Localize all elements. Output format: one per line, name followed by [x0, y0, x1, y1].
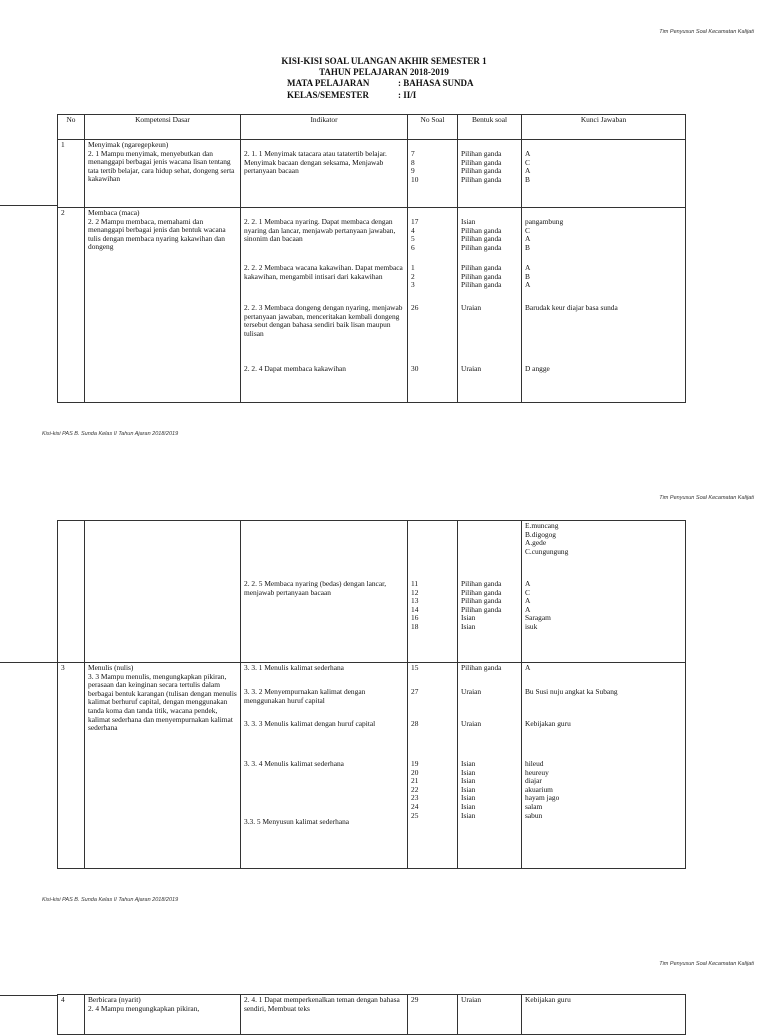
kelas-label: KELAS/SEMESTER	[287, 90, 370, 100]
kunci-item: C.cungungung	[525, 546, 569, 556]
page-header: Tim Penyusun Soal Kecamatan Kalijati	[659, 961, 754, 967]
kunci-item: D angge	[525, 364, 550, 373]
nosoal-item: 18	[411, 621, 419, 631]
bentuk-item: Isian	[461, 776, 476, 786]
kunci-item: A	[525, 579, 531, 588]
kunci-item: A	[525, 263, 531, 272]
nosoal-item: 26	[411, 303, 419, 312]
kd-title: Membaca (maca)	[88, 208, 140, 217]
nosoal-item: 2	[411, 271, 415, 281]
kunci-item: A	[525, 166, 531, 176]
table-header-row	[58, 115, 686, 140]
bentuk-item: Uraian	[461, 687, 482, 696]
nosoal-item: 16	[411, 613, 419, 623]
kisi-table-page3	[57, 994, 686, 1035]
margin-line	[0, 205, 57, 206]
bentuk-item: Isian	[461, 767, 476, 777]
kunci-item: C	[525, 587, 530, 597]
kunci-item: hileud	[525, 759, 544, 768]
kunci-item: A	[525, 663, 531, 672]
bentuk-cell	[458, 663, 522, 869]
doc-title: KISI-KISI SOAL ULANGAN AKHIR SEMESTER 1	[281, 56, 487, 66]
page-header: Tim Penyusun Soal Kecamatan Kalijati	[659, 29, 754, 35]
indikator-text: 2. 1. 1 Menyimak tatacara atau tatatertib belajar. Menyimak bacaan dengan seksama, Menjawab pertanyaan bacaan	[244, 149, 387, 176]
indikator-text: 3. 3. 4 Menulis kalimat sederhana	[244, 759, 344, 768]
kd-title: Berbicara (nyarit)	[88, 995, 141, 1004]
bentuk-item: Isian	[461, 810, 476, 820]
indikator-text: 2. 2. 3 Membaca dongeng dengan nyaring, menjawab pertanyaan jawaban, menceritakan kembali dongeng tersebut dengan bahasa sendiri baik lisan maupun tulisan	[244, 303, 403, 338]
kunci-item: pangambung	[525, 217, 564, 226]
kunci-cell	[522, 663, 686, 869]
kunci-item: Saragam	[525, 613, 551, 623]
kunci-item: diajar	[525, 776, 542, 786]
kunci-item: sabun	[525, 810, 543, 820]
bentuk-item: Pilihan ganda	[461, 587, 502, 597]
bentuk-item: Pilihan ganda	[461, 149, 502, 158]
nosoal-item: 27	[411, 687, 419, 696]
indikator-text: 3. 3. 2 Menyempurnakan kalimat dengan menggunakan huruf capital	[244, 687, 366, 705]
nosoal-item: 9	[411, 166, 415, 176]
bentuk-item: Isian	[461, 784, 476, 794]
kunci-item: A	[525, 604, 531, 614]
nosoal-item: 28	[411, 719, 419, 728]
nosoal-item: 1	[411, 263, 415, 272]
nosoal-item: 3	[411, 280, 415, 290]
margin-line	[0, 662, 57, 663]
bentuk-item: Pilihan ganda	[461, 280, 502, 290]
nosoal-cell	[408, 140, 458, 208]
indikator-text: 3. 3. 3 Menulis kalimat dengan huruf capital	[244, 719, 376, 728]
kunci-item: Barudak keur diajar basa sunda	[525, 303, 618, 312]
kunci-item: Bu Susi nuju angkat ka Subang	[525, 687, 618, 696]
kunci-item: A.gede	[525, 538, 547, 548]
kd-cell	[85, 521, 241, 663]
page-footer: Kisi-kisi PAS B. Sunda Kelas II Tahun Ajaran 2018/2019	[42, 897, 179, 903]
bentuk-item: Pilihan ganda	[461, 263, 502, 272]
kisi-table-page1	[57, 114, 686, 403]
col-header-bentuk: Bentuk soal	[458, 115, 522, 140]
kunci-item: C	[525, 157, 530, 167]
kunci-item: heureuy	[525, 767, 549, 777]
kunci-item: isuk	[525, 621, 538, 631]
kunci-item: akuarium	[525, 784, 553, 794]
kunci-cell	[522, 208, 686, 403]
bentuk-cell	[458, 521, 522, 663]
indikator-text: 3.3. 5 Menyusun kalimat sederhana	[244, 817, 350, 826]
nosoal-cell: 29	[408, 995, 458, 1035]
nosoal-item: 23	[411, 793, 419, 803]
doc-subtitle: TAHUN PELAJARAN 2018-2019	[319, 67, 449, 77]
table-row	[58, 521, 686, 663]
bentuk-item: Isian	[461, 801, 476, 811]
bentuk-cell: Uraian	[458, 995, 522, 1035]
indikator-text: 2. 2. 1 Membaca nyaring. Dapat membaca dengan nyaring dan lancar, menjawab pertanyaan jawaban, sinonim dan bacaan	[244, 217, 396, 244]
col-header-kd: Kompetensi Dasar	[85, 115, 241, 140]
page-footer: Kisi-kisi PAS B. Sunda Kelas II Tahun Ajaran 2018/2019	[42, 431, 179, 437]
col-header-indikator: Indikator	[241, 115, 408, 140]
indikator-cell	[241, 208, 408, 403]
nosoal-item: 21	[411, 776, 419, 786]
bentuk-item: Uraian	[461, 303, 482, 312]
kd-title: Menulis (nulis)	[88, 663, 134, 672]
col-header-nosoal: No Soal	[408, 115, 458, 140]
kunci-item: B	[525, 271, 530, 281]
bentuk-item: Pilihan ganda	[461, 271, 502, 281]
indikator-text: 2. 2. 4 Dapat membaca kakawihan	[244, 364, 346, 373]
nosoal-item: 8	[411, 157, 415, 167]
bentuk-item: Pilihan ganda	[461, 157, 502, 167]
kd-text: 3. 3 Mampu menulis, mengungkapkan pikiran, perasaan dan keinginan secara tertulis dalam berbagai bentuk karangan (tulisan dengan menulis kalimat berhuruf capital, dengan menggunakan tanda koma dan tanda titik, wacana pendek, kalimat sederhana dan menyempurnakan kalimat sederhana	[88, 671, 237, 733]
kd-cell	[85, 208, 241, 403]
nosoal-item: 6	[411, 242, 415, 252]
bentuk-item: Pilihan ganda	[461, 604, 502, 614]
bentuk-item: Pilihan ganda	[461, 166, 502, 176]
bentuk-item: Pilihan ganda	[461, 174, 502, 184]
nosoal-item: 30	[411, 364, 419, 373]
row-number: 2	[58, 208, 85, 403]
kisi-table-page2	[57, 520, 686, 869]
kelas-value: : II/I	[398, 90, 417, 100]
col-header-no: No	[58, 115, 85, 140]
nosoal-cell	[408, 208, 458, 403]
kd-text: 2. 2 Mampu membaca, memahami dan menanggapi berbagai jenis dan bentuk wacana tulis dengan membaca nyaring kakawihan dan dongeng	[88, 216, 226, 252]
kunci-item: C	[525, 225, 530, 235]
nosoal-item: 19	[411, 759, 419, 768]
indikator-cell	[241, 521, 408, 663]
table-row	[58, 208, 686, 403]
bentuk-item: Pilihan ganda	[461, 596, 502, 606]
bentuk-item: Pilihan ganda	[461, 242, 502, 252]
nosoal-item: 22	[411, 784, 419, 794]
nosoal-item: 4	[411, 225, 415, 235]
mapel-label: MATA PELAJARAN	[287, 78, 370, 88]
bentuk-item: Pilihan ganda	[461, 579, 502, 588]
row-number: 3	[58, 663, 85, 869]
bentuk-item: Isian	[461, 217, 476, 226]
indikator-text: 2. 2. 2 Membaca wacana kakawihan. Dapat membaca kakawihan, mengambil intisari dari kakawihan	[244, 263, 403, 281]
kunci-cell: Kebijakan guru	[522, 995, 686, 1035]
bentuk-item: Isian	[461, 759, 476, 768]
bentuk-item: Isian	[461, 621, 476, 631]
kd-cell	[85, 140, 241, 208]
kunci-item: hayam jago	[525, 793, 560, 803]
kunci-item: salam	[525, 801, 543, 811]
kd-title: Menyimak (ngaregepkeun)	[88, 140, 169, 149]
page-header: Tim Penyusun Soal Kecamatan Kalijati	[659, 495, 754, 501]
table-row	[58, 995, 686, 1035]
nosoal-item: 13	[411, 596, 419, 606]
table-row	[58, 663, 686, 869]
bentuk-cell	[458, 208, 522, 403]
indikator-cell: 2. 4. 1 Dapat memperkenalkan teman dengan bahasa sendiri, Membuat teks	[241, 995, 408, 1035]
kd-text: 2. 1 Mampu menyimak, menyebutkan dan menanggapi berbagai jenis wacana lisan tentang tata tertib belajar, cara hidup sehat, dongeng serta kakawihan	[88, 148, 235, 184]
nosoal-item: 17	[411, 217, 419, 226]
indikator-cell	[241, 140, 408, 208]
kd-cell	[85, 663, 241, 869]
nosoal-item: 10	[411, 174, 419, 184]
nosoal-item: 20	[411, 767, 419, 777]
indikator-cell	[241, 663, 408, 869]
row-number: 1	[58, 140, 85, 208]
col-header-kunci: Kunci Jawaban	[522, 115, 686, 140]
bentuk-item: Uraian	[461, 719, 482, 728]
kunci-cell	[522, 521, 686, 663]
bentuk-item: Pilihan ganda	[461, 234, 502, 244]
kunci-item: B	[525, 242, 530, 252]
nosoal-item: 11	[411, 579, 419, 588]
kunci-item: B	[525, 174, 530, 184]
kunci-item: E.muncang	[525, 521, 559, 530]
kd-text: 2. 4 Mampu mengungkapkan pikiran,	[88, 1003, 200, 1013]
kunci-item: A	[525, 234, 531, 244]
nosoal-item: 24	[411, 801, 419, 811]
margin-line	[0, 995, 57, 996]
nosoal-item: 12	[411, 587, 419, 597]
kunci-item: Kebijakan guru	[525, 719, 571, 728]
kd-cell	[85, 995, 241, 1035]
kunci-item: A	[525, 596, 531, 606]
bentuk-cell	[458, 140, 522, 208]
kunci-item: B.digogog	[525, 529, 557, 539]
kunci-item: A	[525, 280, 531, 290]
mapel-value: : BAHASA SUNDA	[398, 78, 474, 88]
bentuk-item: Pilihan ganda	[461, 225, 502, 235]
row-number: 4	[58, 995, 85, 1035]
table-row	[58, 140, 686, 208]
nosoal-item: 25	[411, 810, 419, 820]
row-number	[58, 521, 85, 663]
nosoal-item: 7	[411, 149, 415, 158]
nosoal-item: 5	[411, 234, 415, 244]
kunci-item: A	[525, 149, 531, 158]
indikator-text: 2. 2. 5 Membaca nyaring (bedas) dengan lancar, menjawab pertanyaan bacaan	[244, 579, 387, 597]
nosoal-cell	[408, 663, 458, 869]
bentuk-item: Isian	[461, 793, 476, 803]
nosoal-item: 15	[411, 663, 419, 672]
nosoal-cell	[408, 521, 458, 663]
bentuk-item: Pilihan ganda	[461, 663, 502, 672]
bentuk-item: Uraian	[461, 364, 482, 373]
nosoal-item: 14	[411, 604, 419, 614]
bentuk-item: Isian	[461, 613, 476, 623]
indikator-text: 3. 3. 1 Menulis kalimat sederhana	[244, 663, 344, 672]
kunci-cell	[522, 140, 686, 208]
